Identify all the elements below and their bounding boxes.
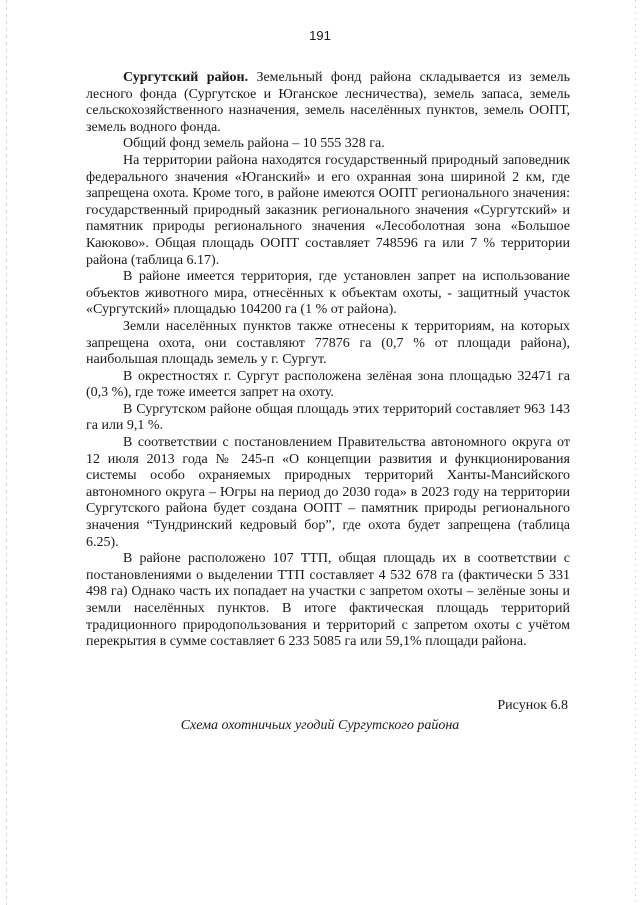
paragraph-lead-bold: Сургутский район. xyxy=(123,70,249,85)
scan-edge-left xyxy=(6,0,7,905)
paragraph-6: В окрестностях г. Сургут расположена зелёная зона площадью 32471 га (0,3 %), где тоже имеется запрет на охоту. xyxy=(86,368,570,401)
document-body xyxy=(86,70,570,651)
paragraph-5: Земли населённых пунктов также отнесены к территориям, на которых запрещена охота, они составляют 77876 га (0,7 % от площади района), наибольшая площадь земель у г. Сургут. xyxy=(86,318,570,368)
paragraph-1 xyxy=(86,70,570,136)
figure-title: Схема охотничьих угодий Сургутского района xyxy=(180,718,460,733)
paragraph-2: Общий фонд земель района – 10 555 328 га. xyxy=(123,136,385,152)
figure-label: Рисунок 6.8 xyxy=(497,698,568,713)
paragraph-3: На территории района находятся государственный природный заповедник федерального значения «Юганский» и его охранная зона шириной 2 км, где запрещена охота. Кроме того, в районе имеются ООПТ регионального значения: государственный природный заказник регионального значения «Сургутский» и памятник природы регионального значения «Лесоболотная зона «Большое Каюково». Общая площадь ООПТ составляет 748596 га или 7 % территории района (таблица 6.17). xyxy=(86,152,570,268)
paragraph-4: В районе имеется территория, где установлен запрет на использование объектов животного мира, отнесённых к объектам охоты, - защитный участок «Сургутский» площадью 104200 га (1 % от района). xyxy=(86,269,570,318)
scan-edge-right xyxy=(635,0,636,905)
paragraph-8: В соответствии с постановлением Правительства автономного округа от 12 июля 2013 года № 245-п «О концепции развития и функционирования системы особо охраняемых природных территорий Ханты-Мансийского автономного округа – Югры на период до 2030 года» в 2023 году на территории Сургутского района будет создана ООПТ – памятник природы регионального значения “Тундринский кедровый бор”, где охота будет запрещена (таблица 6.25). xyxy=(86,435,570,550)
paragraph-text: Земельный фонд района складывается из земель лесного фонда (Сургутское и Юганское лесничества), земель запаса, земель сельскохозяйственного назначения, земель населённых пунктов, земель ООПТ, земель водного фонда. xyxy=(86,70,570,135)
paragraph-9: В районе расположено 107 ТТП, общая площадь их в соответствии с постановлениями о выделении ТТП составляет 4 532 678 га (фактически 5 331 498 га) Однако часть их попадает на участки с запретом охоты – зелёные зоны и земли населённых пунктов. В итоге фактическая площадь территорий традиционного природопользования и территорий с запретом охоты с учётом перекрытия в сумме составляет 6 233 5085 га или 59,1% площади района. xyxy=(86,551,570,650)
page-number: 191 xyxy=(309,28,331,43)
paragraph-7: В Сургутском районе общая площадь этих территорий составляет 963 143 га или 9,1 %. xyxy=(86,401,570,434)
